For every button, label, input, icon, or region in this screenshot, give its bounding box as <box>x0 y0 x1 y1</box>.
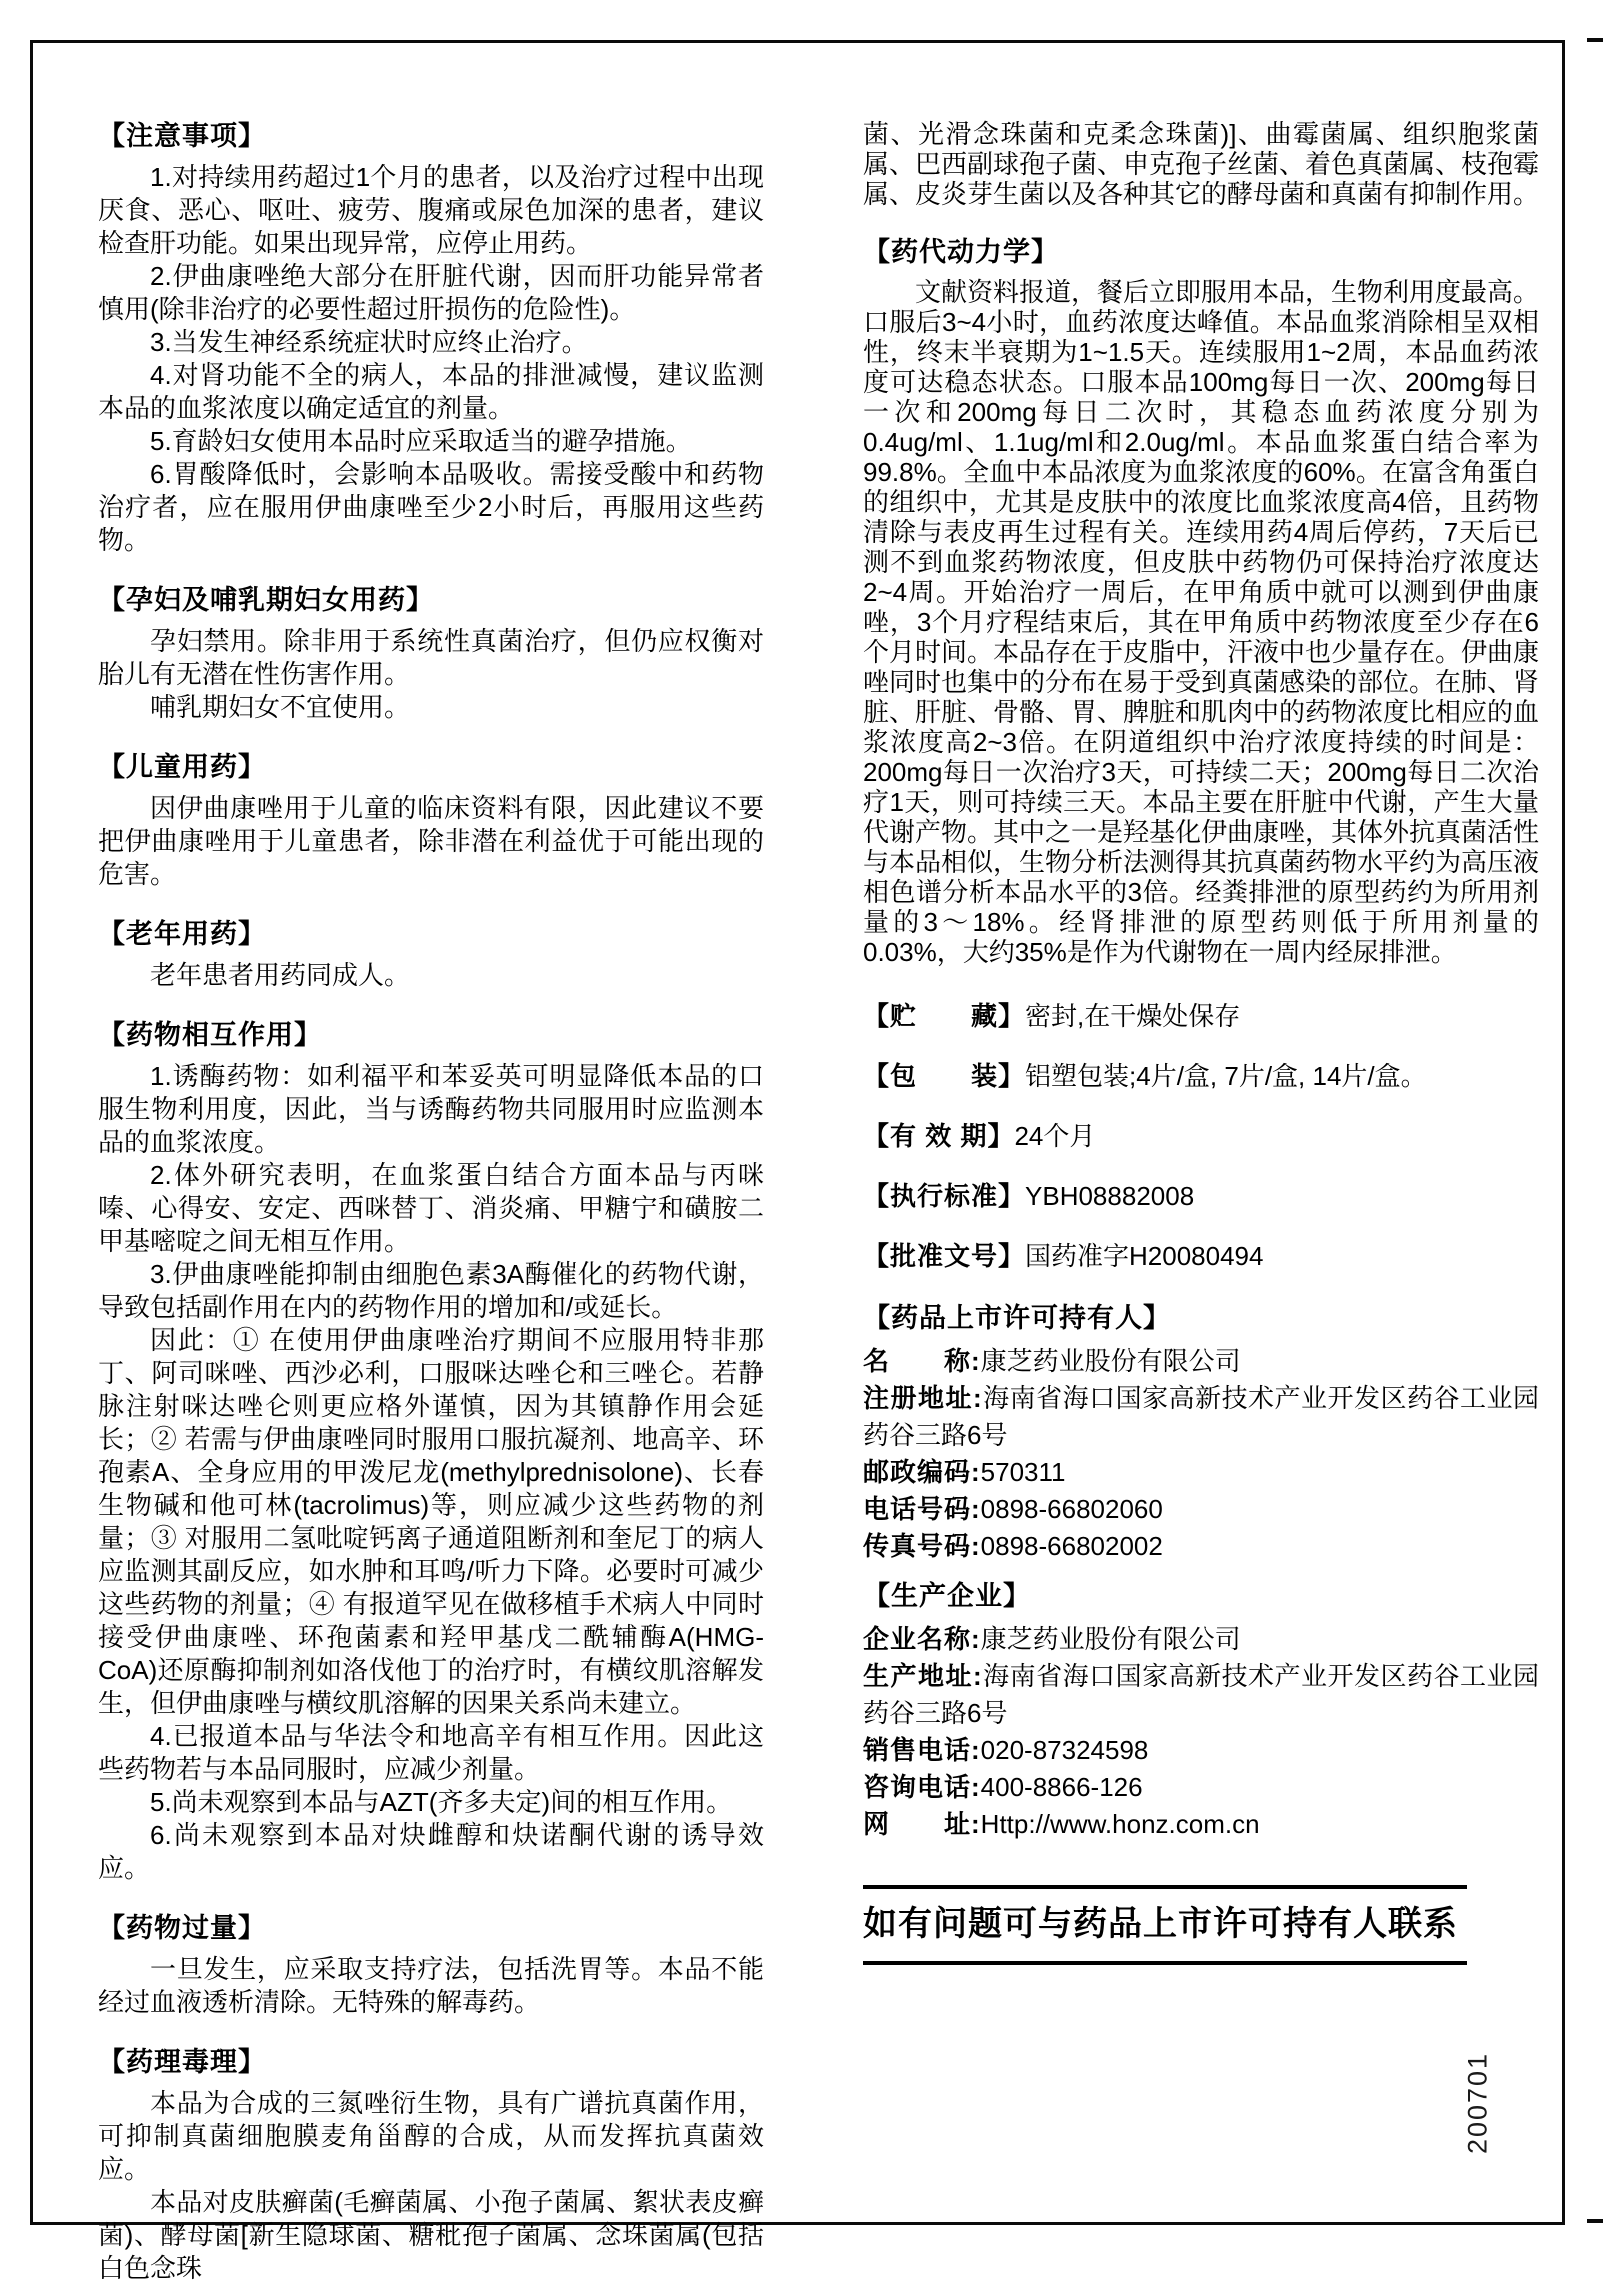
section-heading: 【药物过量】 <box>98 1913 266 1943</box>
left-column <box>98 119 764 2285</box>
paragraph: 5.尚未观察到本品与AZT(齐多夫定)间的相互作用。 <box>150 1787 733 1817</box>
section-heading: 【药代动力学】 <box>863 237 1059 267</box>
info-label: 【贮 藏】 <box>863 1001 1026 1031</box>
field-row <box>863 1528 1539 1565</box>
field-label: 咨询电话: <box>863 1772 981 1802</box>
info-row <box>863 1061 1539 1091</box>
field-row <box>863 1380 1539 1454</box>
field-value: 康芝药业股份有限公司 <box>980 1346 1241 1376</box>
section-heading: 【药物相互作用】 <box>98 1020 322 1050</box>
field-row <box>863 1769 1539 1806</box>
field-row <box>863 1454 1539 1491</box>
field-value: 570311 <box>980 1457 1066 1487</box>
crop-mark-top-right <box>1587 38 1603 42</box>
field-label: 注册地址: <box>863 1383 983 1413</box>
paragraph: 哺乳期妇女不宜使用。 <box>150 692 411 722</box>
section-heading: 【生产企业】 <box>863 1581 1031 1611</box>
paragraph: 6.尚未观察到本品对炔雌醇和炔诺酮代谢的诱导效应。 <box>98 1820 764 1883</box>
field-label: 网 址: <box>863 1809 981 1839</box>
paragraph: 6.胃酸降低时，会影响本品吸收。需接受酸中和药物治疗者，应在服用伊曲康唑至少2小时后，再服用这些药物。 <box>98 459 764 555</box>
info-row <box>863 1181 1539 1211</box>
page-border-frame <box>30 40 1565 2283</box>
section-heading: 【儿童用药】 <box>98 752 266 782</box>
info-label: 【批准文号】 <box>863 1241 1026 1271</box>
section-heading: 【孕妇及哺乳期妇女用药】 <box>98 585 434 615</box>
storage-package-info-block <box>863 1001 1539 1271</box>
right-column <box>863 119 1539 1965</box>
field-label: 企业名称: <box>863 1624 981 1654</box>
field-row <box>863 1806 1539 1843</box>
paragraph: 孕妇禁用。除非用于系统性真菌治疗，但仍应权衡对胎儿有无潜在性伤害作用。 <box>98 626 764 689</box>
paragraph: 本品为合成的三氮唑衍生物，具有广谱抗真菌作用，可抑制真菌细胞膜麦角甾醇的合成，从而发挥抗真菌效应。 <box>98 2088 764 2184</box>
manufacturer-block <box>863 1579 1539 1843</box>
paragraph: 1.诱酶药物：如利福平和苯妥英可明显降低本品的口服生物利用度，因此，当与诱酶药物共同服用时应监测本品的血浆浓度。 <box>98 1061 764 1157</box>
section-heading: 【药理毒理】 <box>98 2047 266 2077</box>
field-value: 0898-66802060 <box>980 1494 1163 1524</box>
field-label: 生产地址: <box>863 1661 983 1691</box>
field-label: 邮政编码: <box>863 1457 981 1487</box>
license-holder-block <box>863 1301 1539 1565</box>
field-row <box>863 1491 1539 1528</box>
field-value: 400-8866-126 <box>980 1772 1143 1802</box>
section-heading: 【注意事项】 <box>98 121 266 151</box>
field-row <box>863 1343 1539 1380</box>
field-label: 销售电话: <box>863 1735 981 1765</box>
paragraph: 2.体外研究表明，在血浆蛋白结合方面本品与丙咪嗪、心得安、安定、西咪替丁、消炎痛、甲糖宁和磺胺二甲基嘧啶之间无相互作用。 <box>98 1160 764 1256</box>
info-value: 密封,在干燥处保存 <box>1025 1001 1241 1031</box>
paragraph: 3.伊曲康唑能抑制由细胞色素3A酶催化的药物代谢，导致包括副作用在内的药物作用的增加和/或延长。 <box>98 1259 764 1322</box>
field-label: 名 称: <box>863 1346 981 1376</box>
paragraph: 4.对肾功能不全的病人，本品的排泄减慢，建议监测本品的血浆浓度以确定适宜的剂量。 <box>98 360 764 423</box>
field-label: 电话号码: <box>863 1494 981 1524</box>
section-heading: 【老年用药】 <box>98 919 266 949</box>
field-value: Http://www.honz.com.cn <box>980 1809 1260 1839</box>
paragraph: 5.育龄妇女使用本品时应采取适当的避孕措施。 <box>150 426 692 456</box>
info-value: YBH08882008 <box>1025 1181 1195 1211</box>
info-label: 【包 装】 <box>863 1061 1026 1091</box>
revision-code-vertical: 200701 <box>1462 2051 1493 2155</box>
field-row <box>863 1621 1539 1658</box>
paragraph: 4.已报道本品与华法令和地高辛有相互作用。因此这些药物若与本品同服时，应减少剂量。 <box>98 1721 764 1784</box>
paragraph: 一旦发生，应采取支持疗法，包括洗胃等。本品不能经过血液透析清除。无特殊的解毒药。 <box>98 1954 764 2017</box>
info-row <box>863 1121 1539 1151</box>
info-label: 【执行标准】 <box>863 1181 1026 1211</box>
paragraph: 因此：① 在使用伊曲康唑治疗期间不应服用特非那丁、阿司咪唑、西沙必利，口服咪达唑仑和三唑仑。若静脉注射咪达唑仑则更应格外谨慎，因为其镇静作用会延长；② 若需与伊曲康唑同时服用口服抗凝剂、地高辛、环孢素A、全身应用的甲泼尼龙(methylprednisolone)、长春生物碱和他可林(tacrolimus)等，则应减少这些药物的剂量；③ 对服用二氢吡啶钙离子通道阻断剂和奎尼丁的病人应监测其副反应，如水肿和耳鸣/听力下降。必要时可减少这些药物的剂量；④ 有报道罕见在做移植手术病人中同时接受伊曲康唑、环孢菌素和羟甲基戊二酰辅酶A(HMG-CoA)还原酶抑制剂如洛伐他丁的治疗时，有横纹肌溶解发生，但伊曲康唑与横纹肌溶解的因果关系尚未建立。 <box>98 1325 764 1718</box>
info-value: 24个月 <box>1014 1121 1096 1151</box>
info-value: 国药准字H20080494 <box>1025 1241 1264 1271</box>
field-row <box>863 1732 1539 1769</box>
continuation-paragraph: 菌、光滑念珠菌和克柔念珠菌)]、曲霉菌属、组织胞浆菌属、巴西副球孢子菌、申克孢子丝菌、着色真菌属、枝孢霉属、皮炎芽生菌以及各种其它的酵母菌和真菌有抑制作用。 <box>863 119 1540 209</box>
info-value: 铝塑包装;4片/盒, 7片/盒, 14片/盒。 <box>1025 1061 1427 1091</box>
field-row <box>863 1658 1539 1732</box>
paragraph: 因伊曲康唑用于儿童的临床资料有限，因此建议不要把伊曲康唑用于儿童患者，除非潜在利益优于可能出现的危害。 <box>98 793 764 889</box>
paragraph: 3.当发生神经系统症状时应终止治疗。 <box>150 327 588 357</box>
paragraph: 1.对持续用药超过1个月的患者，以及治疗过程中出现厌食、恶心、呕吐、疲劳、腹痛或尿色加深的患者，建议检查肝功能。如果出现异常，应停止用药。 <box>98 162 764 258</box>
section-heading: 【药品上市许可持有人】 <box>863 1303 1171 1333</box>
field-value: 海南省海口国家高新技术产业开发区药谷工业园药谷三路6号 <box>863 1383 1539 1450</box>
field-label: 传真号码: <box>863 1531 981 1561</box>
paragraph: 文献资料报道，餐后立即服用本品，生物利用度最高。口服后3~4小时，血药浓度达峰值。本品血浆消除相呈双相性，终末半衰期为1~1.5天。连续服用1~2周，本品血药浓度可达稳态状态。口服本品100mg每日一次、200mg每日一次和200mg每日二次时，其稳态血药浓度分别为0.4ug/ml、1.1ug/ml和2.0ug/ml。本品血浆蛋白结合率为99.8%。全血中本品浓度为血浆浓度的60%。在富含角蛋白的组织中，尤其是皮肤中的浓度比血浆浓度高4倍，且药物清除与表皮再生过程有关。连续用药4周后停药，7天后已测不到血浆药物浓度，但皮肤中药物仍可保持治疗浓度达2~4周。开始治疗一周后，在甲角质中就可以测到伊曲康唑，3个月疗程结束后，其在甲角质中药物浓度至少存在6个月时间。本品存在于皮脂中，汗液中也少量存在。伊曲康唑同时也集中的分布在易于受到真菌感染的部位。在肺、肾脏、肝脏、骨骼、胃、脾脏和肌肉中的药物浓度比相应的血浆浓度高2~3倍。在阴道组织中治疗浓度持续的时间是：200mg每日一次治疗3天，可持续二天；200mg每日二次治疗1天，则可持续三天。本品主要在肝脏中代谢，产生大量代谢产物。其中之一是羟基化伊曲康唑，其体外抗真菌活性与本品相似，生物分析法测得其抗真菌药物水平约为高压液相色谱分析本品水平的3倍。经粪排泄的原型药约为所用剂量的3～18%。经肾排泄的原型药则低于所用剂量的0.03%，大约35%是作为代谢物在一周内经尿排泄。 <box>863 277 1540 967</box>
field-value: 020-87324598 <box>980 1735 1149 1765</box>
info-row <box>863 1001 1539 1031</box>
crop-mark-bottom-right <box>1587 2219 1603 2223</box>
pharmacokinetics-section <box>863 235 1539 967</box>
field-value: 康芝药业股份有限公司 <box>980 1624 1241 1654</box>
field-value: 海南省海口国家高新技术产业开发区药谷工业园药谷三路6号 <box>863 1661 1539 1728</box>
info-row <box>863 1241 1539 1271</box>
info-label: 【有 效 期】 <box>863 1121 1015 1151</box>
field-value: 0898-66802002 <box>980 1531 1163 1561</box>
paragraph: 2.伊曲康唑绝大部分在肝脏代谢，因而肝功能异常者慎用(除非治疗的必要性超过肝损伤的危险性)。 <box>98 261 764 324</box>
contact-notice-banner: 如有问题可与药品上市许可持有人联系 <box>863 1885 1467 1965</box>
paragraph: 本品对皮肤癣菌(毛癣菌属、小孢子菌属、絮状表皮癣菌)、酵母菌[新生隐球菌、糖秕孢子菌属、念珠菌属(包括白色念珠 <box>98 2187 764 2283</box>
paragraph: 老年患者用药同成人。 <box>150 960 411 990</box>
